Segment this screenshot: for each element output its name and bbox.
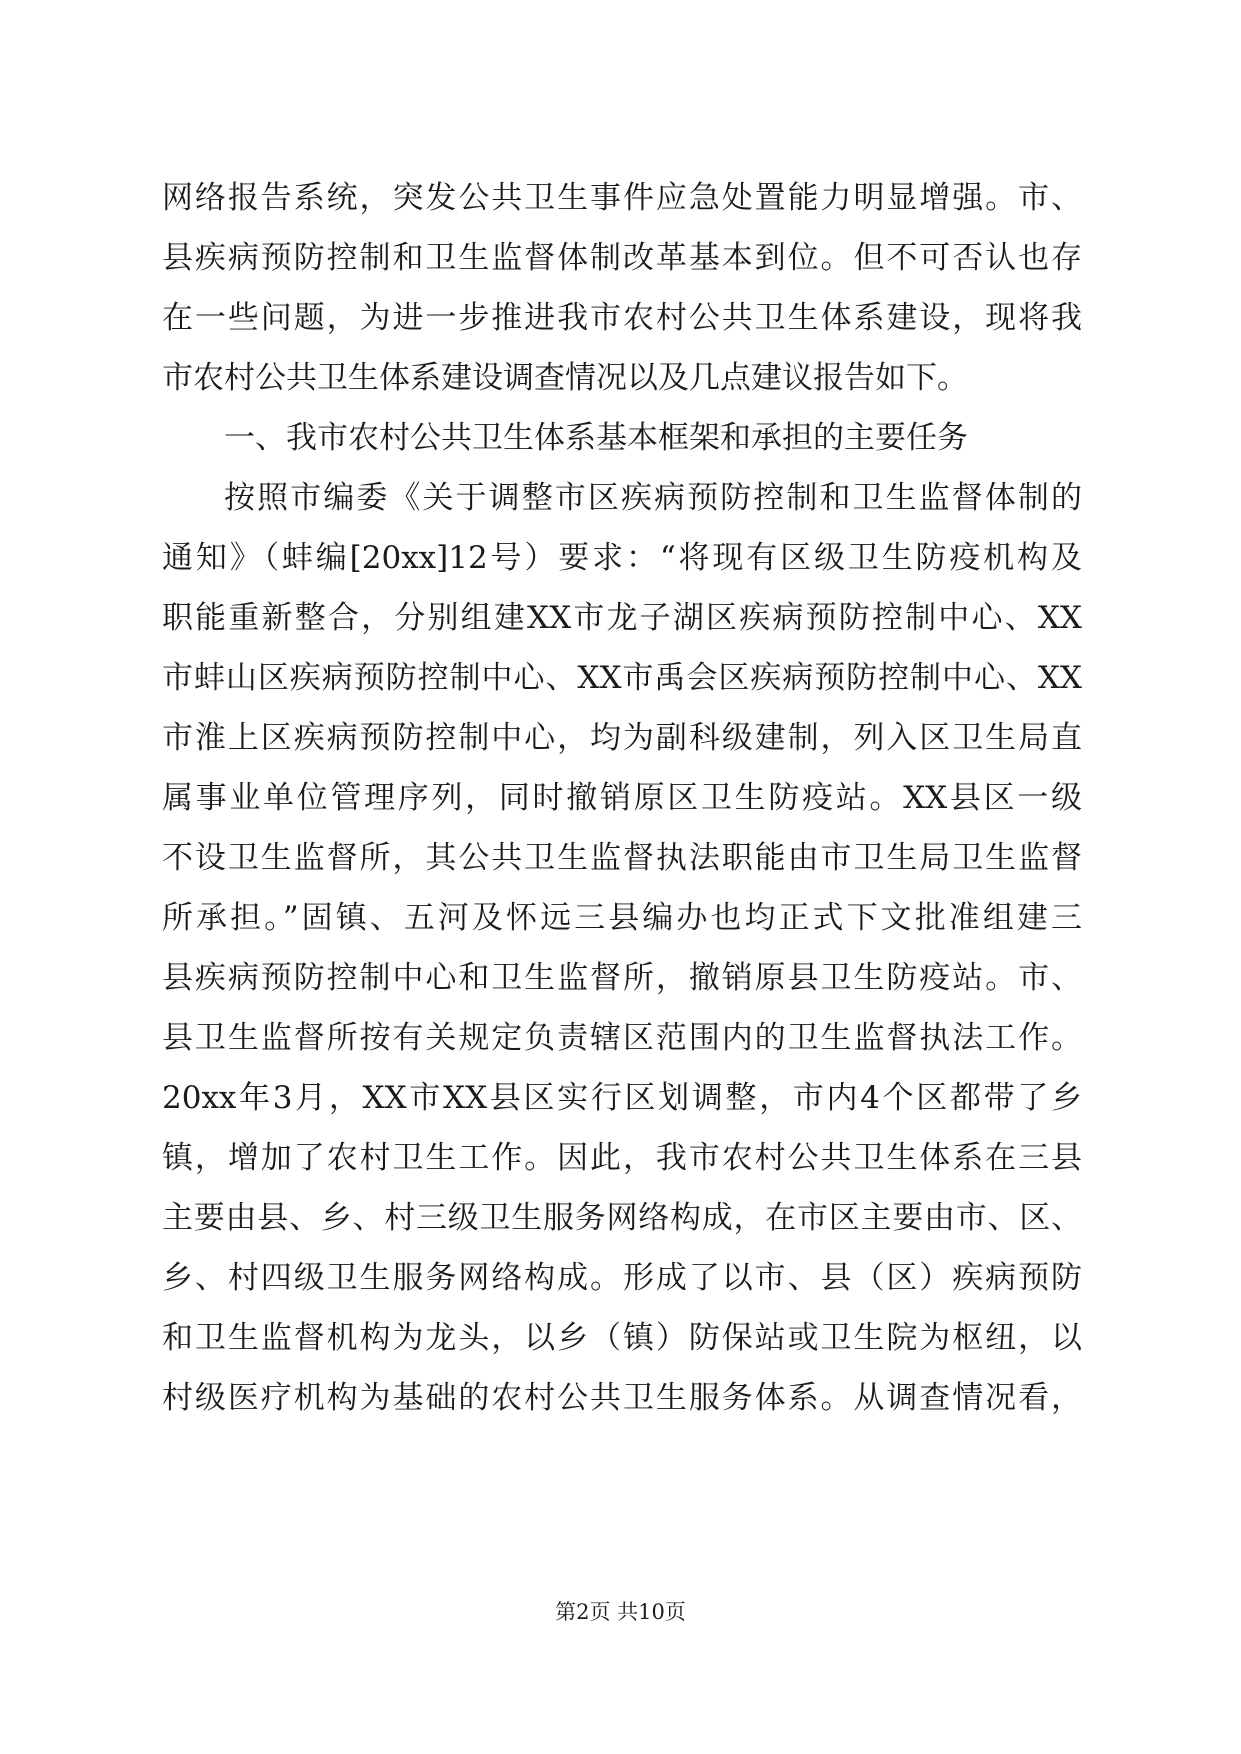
section-heading: 一、我市农村公共卫生体系基本框架和承担的主要任务 [224, 420, 968, 456]
text-line: 乡、村四级卫生服务网络构成。形成了以市、县（区）疾病预防 [162, 1260, 1082, 1296]
text-line: 职能重新整合，分别组建XX市龙子湖区疾病预防控制中心、XX [162, 600, 1082, 636]
text-line: 县疾病预防控制中心和卫生监督所，撤销原县卫生防疫站。市、 [162, 960, 1082, 996]
text-line: 市淮上区疾病预防控制中心，均为副科级建制，列入区卫生局直 [162, 720, 1082, 756]
text-line: 所承担。”固镇、五河及怀远三县编办也均正式下文批准组建三 [162, 900, 1082, 936]
text-line: 县卫生监督所按有关规定负责辖区范围内的卫生监督执法工作。 [162, 1020, 1082, 1056]
page-number-label: 第2页 共10页 [555, 1600, 686, 1624]
text-line: 属事业单位管理序列，同时撤销原区卫生防疫站。XX县区一级 [162, 780, 1082, 816]
text-line: 村级医疗机构为基础的农村公共卫生服务体系。从调查情况看， [162, 1380, 1082, 1416]
text-line: 不设卫生监督所，其公共卫生监督执法职能由市卫生局卫生监督 [162, 840, 1082, 876]
text-line: 和卫生监督机构为龙头，以乡（镇）防保站或卫生院为枢纽，以 [162, 1320, 1082, 1356]
page-footer [0, 1596, 1241, 1626]
text-line: 县疾病预防控制和卫生监督体制改革基本到位。但不可否认也存 [162, 240, 1082, 276]
text-line: 在一些问题，为进一步推进我市农村公共卫生体系建设，现将我 [162, 300, 1082, 336]
text-line: 按照市编委《关于调整市区疾病预防控制和卫生监督体制的 [224, 480, 1082, 516]
text-line: 20xx年3月，XX市XX县区实行区划调整，市内4个区都带了乡 [162, 1080, 1082, 1116]
text-line: 镇，增加了农村卫生工作。因此，我市农村公共卫生体系在三县 [162, 1140, 1082, 1176]
text-line: 网络报告系统，突发公共卫生事件应急处置能力明显增强。市、 [162, 180, 1082, 216]
text-line: 主要由县、乡、村三级卫生服务网络构成，在市区主要由市、区、 [162, 1200, 1082, 1236]
text-line: 通知》（蚌编[20xx]12号）要求：“将现有区级卫生防疫机构及 [162, 540, 1082, 576]
text-line: 市蚌山区疾病预防控制中心、XX市禹会区疾病预防控制中心、XX [162, 660, 1082, 696]
text-line: 市农村公共卫生体系建设调查情况以及几点建议报告如下。 [162, 360, 968, 396]
body-text [162, 168, 1082, 1428]
